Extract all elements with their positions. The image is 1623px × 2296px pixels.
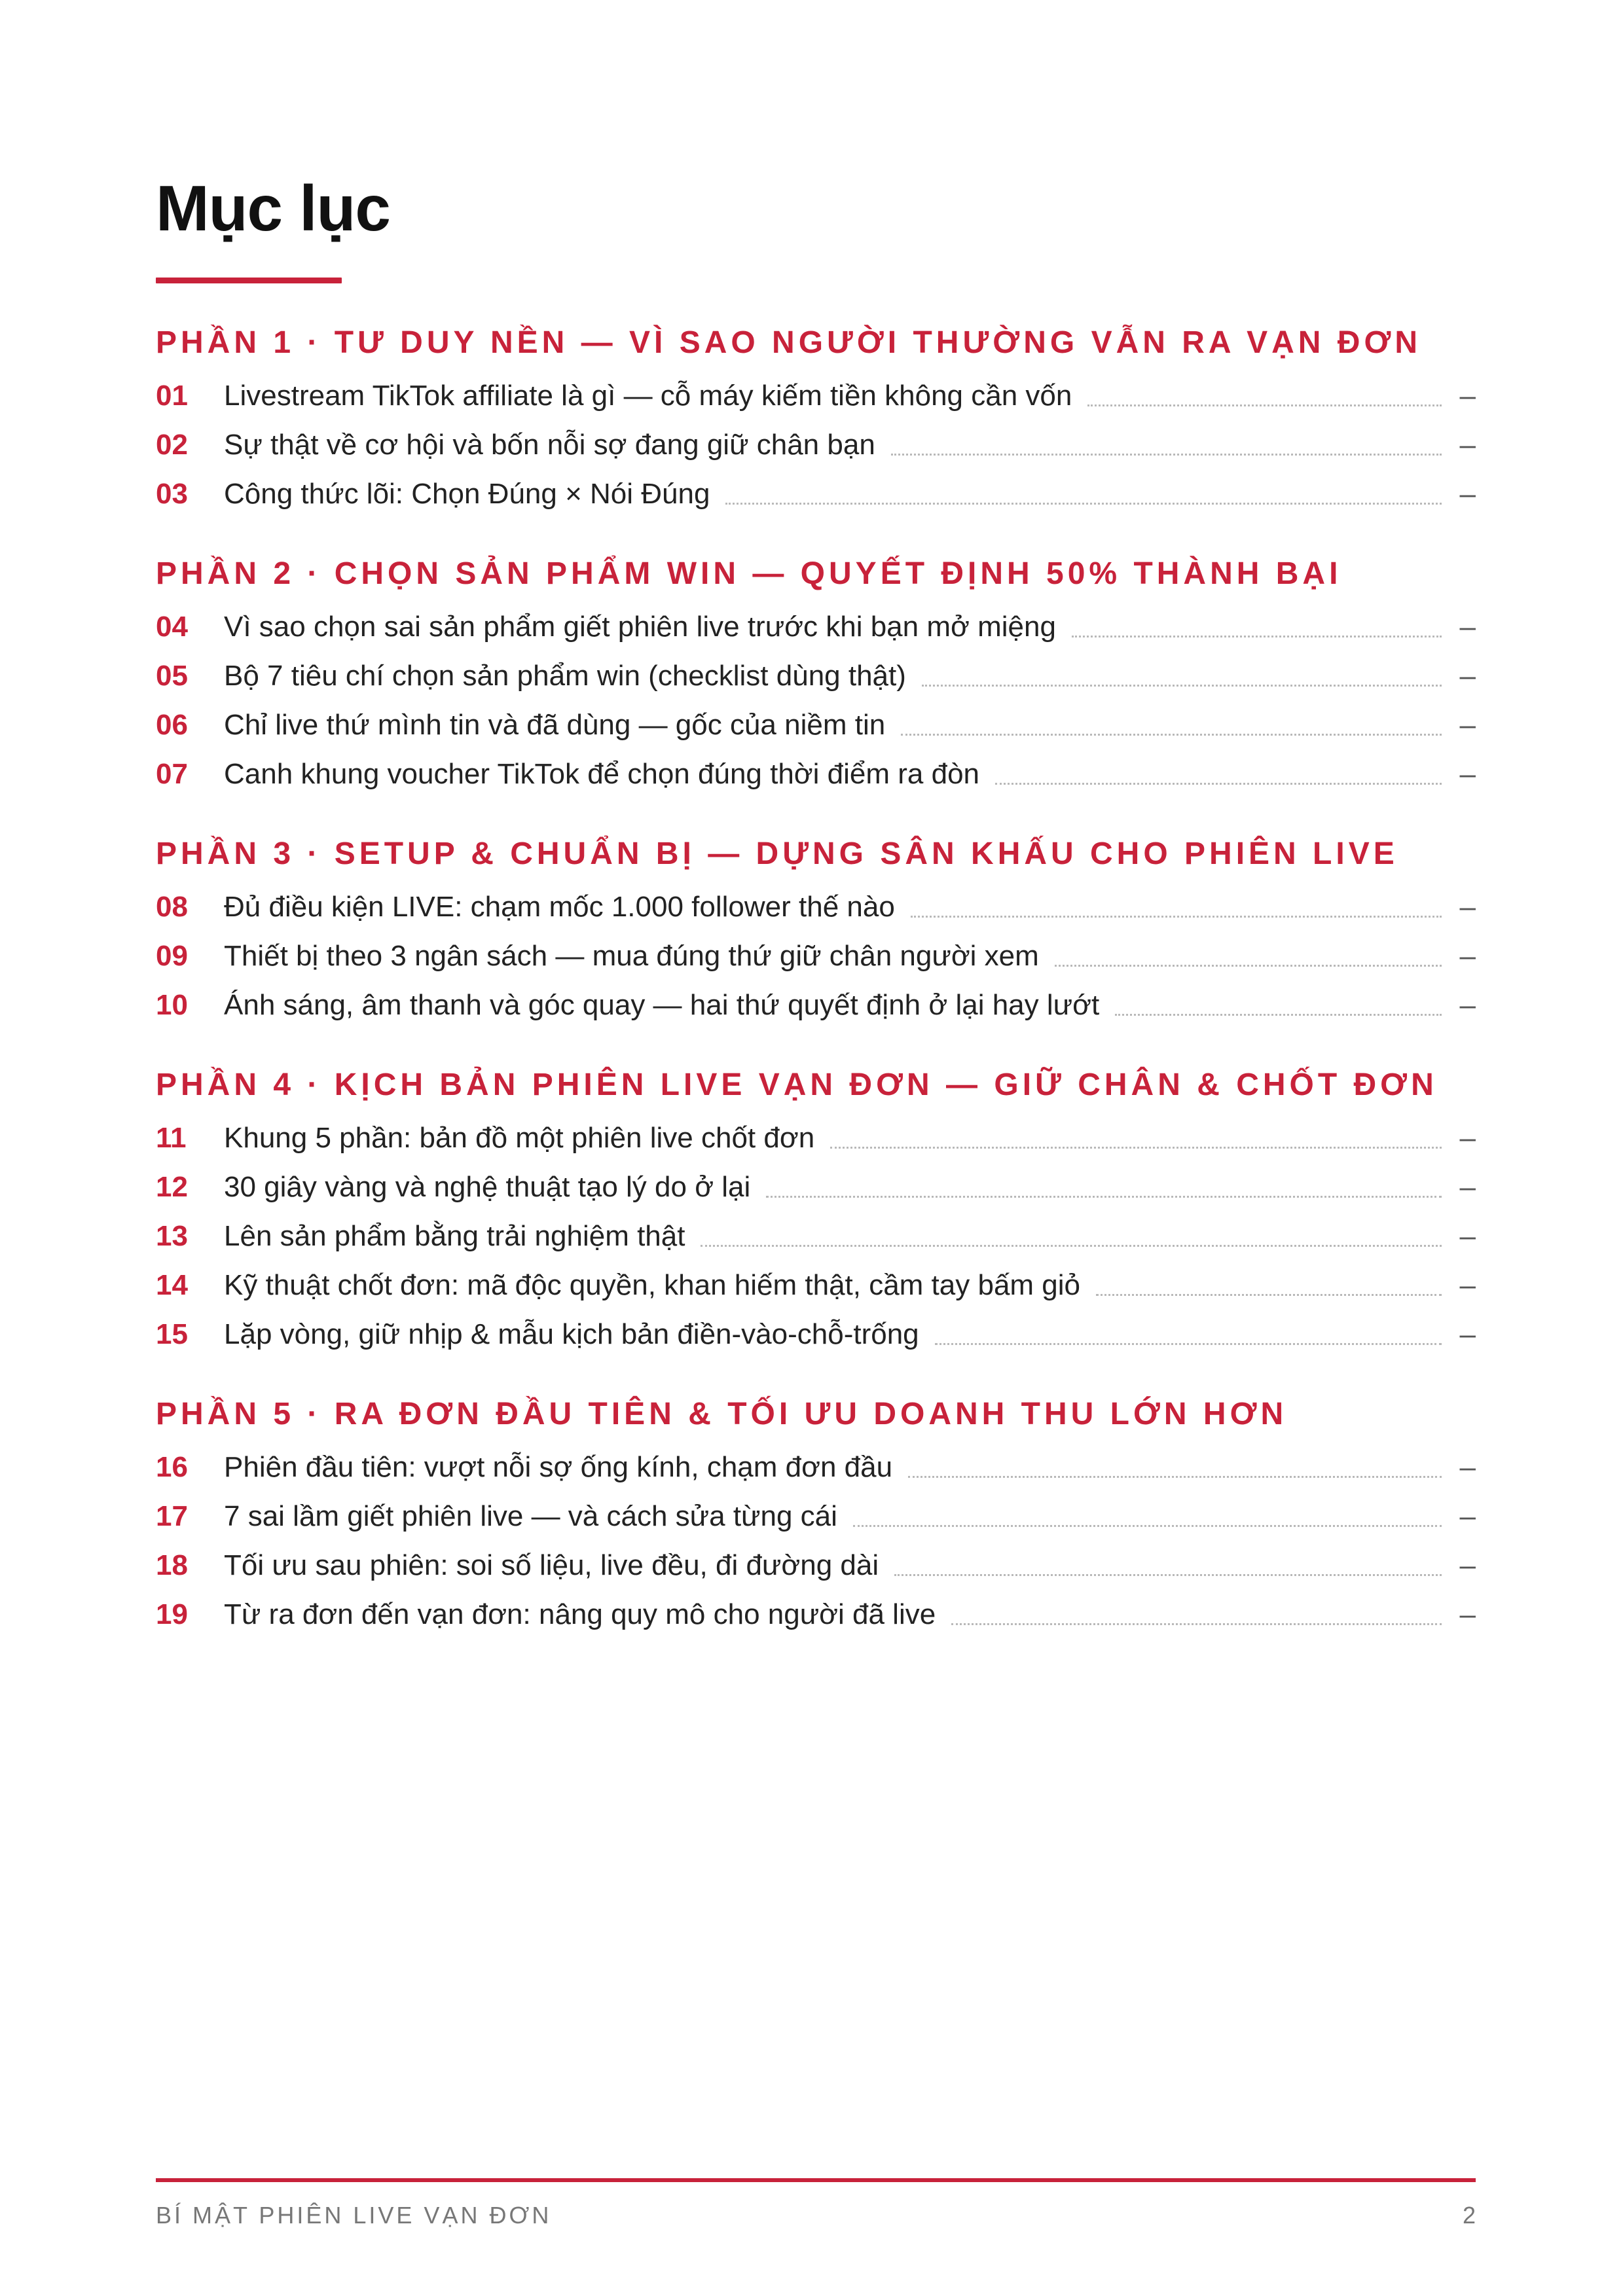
- part-heading: PHẦN 1 · TƯ DUY NỀN — VÌ SAO NGƯỜI THƯỜNG VẪN RA VẠN ĐƠN: [156, 325, 1422, 360]
- toc-entry[interactable]: [156, 700, 1476, 749]
- dot-leader: [830, 1146, 1442, 1149]
- chapter-number: 05: [156, 660, 188, 692]
- dot-leader: [935, 1342, 1442, 1345]
- chapter-number: 16: [156, 1451, 188, 1483]
- toc-part: [156, 831, 1476, 1030]
- toc-entry[interactable]: [156, 371, 1476, 420]
- toc-entry[interactable]: [156, 469, 1476, 518]
- chapter-page-number: –: [1459, 1549, 1476, 1581]
- chapter-number: 03: [156, 478, 188, 510]
- chapter-title: Công thức lõi: Chọn Đúng × Nói Đúng: [224, 478, 710, 510]
- toc-entry[interactable]: [156, 1113, 1476, 1162]
- chapter-number: 02: [156, 429, 188, 461]
- chapter-title: Thiết bị theo 3 ngân sách — mua đúng thứ giữ chân người xem: [224, 940, 1039, 972]
- chapter-page-number: –: [1459, 709, 1476, 741]
- chapter-page-number: –: [1459, 989, 1476, 1021]
- toc-entry[interactable]: [156, 602, 1476, 651]
- dot-leader: [1115, 1013, 1442, 1016]
- chapter-title: Lên sản phẩm bằng trải nghiệm thật: [224, 1220, 685, 1252]
- part-heading: PHẦN 4 · KỊCH BẢN PHIÊN LIVE VẠN ĐƠN — GIỮ CHÂN & CHỐT ĐƠN: [156, 1067, 1438, 1102]
- footer-page-number: 2: [1462, 2202, 1476, 2229]
- chapter-title: Canh khung voucher TikTok để chọn đúng thời điểm ra đòn: [224, 758, 980, 790]
- dot-leader: [894, 1573, 1442, 1576]
- title-underline: [156, 278, 342, 283]
- dot-leader: [701, 1244, 1442, 1247]
- chapter-page-number: –: [1459, 1122, 1476, 1154]
- chapter-page-number: –: [1459, 478, 1476, 510]
- toc-part: [156, 1391, 1476, 1639]
- dot-leader: [1055, 964, 1442, 967]
- toc-entry[interactable]: [156, 749, 1476, 798]
- chapter-page-number: –: [1459, 1318, 1476, 1350]
- dot-leader: [853, 1524, 1442, 1527]
- chapter-page-number: –: [1459, 611, 1476, 643]
- dot-leader: [766, 1195, 1442, 1198]
- footer-divider: [156, 2178, 1476, 2182]
- toc-parts: [156, 320, 1476, 1639]
- toc-entry[interactable]: [156, 931, 1476, 980]
- toc-part: [156, 1062, 1476, 1359]
- chapter-title: Khung 5 phần: bản đồ một phiên live chốt đơn: [224, 1122, 815, 1154]
- chapter-page-number: –: [1459, 940, 1476, 972]
- chapter-number: 08: [156, 891, 188, 923]
- part-heading: PHẦN 5 · RA ĐƠN ĐẦU TIÊN & TỐI ƯU DOANH THU LỚN HƠN: [156, 1397, 1288, 1431]
- chapter-page-number: –: [1459, 758, 1476, 790]
- dot-leader: [922, 684, 1442, 687]
- chapter-page-number: –: [1459, 660, 1476, 692]
- chapter-number: 17: [156, 1500, 188, 1532]
- part-heading: PHẦN 2 · CHỌN SẢN PHẨM WIN — QUYẾT ĐỊNH 50% THÀNH BẠI: [156, 556, 1342, 591]
- toc-part: [156, 320, 1476, 518]
- chapter-number: 19: [156, 1598, 188, 1630]
- chapter-page-number: –: [1459, 1220, 1476, 1252]
- chapter-title: Tối ưu sau phiên: soi số liệu, live đều, đi đường dài: [224, 1549, 879, 1581]
- chapter-number: 01: [156, 380, 188, 412]
- chapter-title: Phiên đầu tiên: vượt nỗi sợ ống kính, chạm đơn đầu: [224, 1451, 893, 1483]
- chapter-title: 7 sai lầm giết phiên live — và cách sửa từng cái: [224, 1500, 837, 1532]
- chapter-title: Lặp vòng, giữ nhịp & mẫu kịch bản điền-vào-chỗ-trống: [224, 1318, 919, 1350]
- chapter-title: Bộ 7 tiêu chí chọn sản phẩm win (checklist dùng thật): [224, 660, 906, 692]
- chapter-page-number: –: [1459, 429, 1476, 461]
- chapter-page-number: –: [1459, 1500, 1476, 1532]
- toc-content: [156, 164, 1476, 1672]
- page-title: Mục lục: [156, 172, 390, 244]
- toc-entry[interactable]: [156, 882, 1476, 931]
- dot-leader: [725, 502, 1442, 505]
- toc-entry[interactable]: [156, 1211, 1476, 1261]
- chapter-number: 07: [156, 758, 188, 790]
- toc-entry[interactable]: [156, 1541, 1476, 1590]
- dot-leader: [1072, 635, 1442, 637]
- chapter-title: Đủ điều kiện LIVE: chạm mốc 1.000 follower thế nào: [224, 891, 895, 923]
- toc-entry[interactable]: [156, 1492, 1476, 1541]
- chapter-title: 30 giây vàng và nghệ thuật tạo lý do ở lại: [224, 1171, 751, 1203]
- toc-entry[interactable]: [156, 1590, 1476, 1639]
- dot-leader: [901, 733, 1442, 736]
- chapter-page-number: –: [1459, 891, 1476, 923]
- chapter-page-number: –: [1459, 1171, 1476, 1203]
- toc-entry[interactable]: [156, 651, 1476, 700]
- chapter-number: 11: [156, 1122, 187, 1154]
- dot-leader: [1087, 404, 1442, 406]
- chapter-title: Vì sao chọn sai sản phẩm giết phiên live trước khi bạn mở miệng: [224, 611, 1056, 643]
- chapter-number: 14: [156, 1269, 188, 1301]
- chapter-number: 09: [156, 940, 188, 972]
- chapter-page-number: –: [1459, 1598, 1476, 1630]
- dot-leader: [1096, 1293, 1442, 1296]
- toc-entry[interactable]: [156, 1162, 1476, 1211]
- chapter-number: 04: [156, 611, 188, 643]
- part-heading: PHẦN 3 · SETUP & CHUẨN BỊ — DỰNG SÂN KHẤU CHO PHIÊN LIVE: [156, 836, 1398, 871]
- chapter-number: 12: [156, 1171, 188, 1203]
- chapter-number: 06: [156, 709, 188, 741]
- chapter-title: Livestream TikTok affiliate là gì — cỗ máy kiếm tiền không cần vốn: [224, 380, 1072, 412]
- chapter-title: Sự thật về cơ hội và bốn nỗi sợ đang giữ chân bạn: [224, 429, 875, 461]
- toc-entry[interactable]: [156, 1261, 1476, 1310]
- footer-book-title: BÍ MẬT PHIÊN LIVE VẠN ĐƠN: [156, 2202, 552, 2229]
- chapter-number: 10: [156, 989, 188, 1021]
- dot-leader: [995, 782, 1442, 785]
- toc-entry[interactable]: [156, 1310, 1476, 1359]
- chapter-title: Ánh sáng, âm thanh và góc quay — hai thứ quyết định ở lại hay lướt: [224, 989, 1100, 1021]
- chapter-page-number: –: [1459, 1269, 1476, 1301]
- chapter-title: Kỹ thuật chốt đơn: mã độc quyền, khan hiếm thật, cầm tay bấm giỏ: [224, 1269, 1081, 1301]
- chapter-number: 15: [156, 1318, 188, 1350]
- dot-leader: [908, 1475, 1442, 1478]
- dot-leader: [891, 453, 1442, 456]
- chapter-title: Chỉ live thứ mình tin và đã dùng — gốc của niềm tin: [224, 709, 886, 741]
- toc-entry[interactable]: [156, 980, 1476, 1030]
- toc-entry[interactable]: [156, 1443, 1476, 1492]
- chapter-title: Từ ra đơn đến vạn đơn: nâng quy mô cho người đã live: [224, 1598, 936, 1630]
- chapter-number: 13: [156, 1220, 188, 1252]
- dot-leader: [951, 1623, 1442, 1625]
- toc-entry[interactable]: [156, 420, 1476, 469]
- chapter-page-number: –: [1459, 1451, 1476, 1483]
- chapter-page-number: –: [1459, 380, 1476, 412]
- dot-leader: [911, 915, 1442, 918]
- toc-part: [156, 551, 1476, 798]
- chapter-number: 18: [156, 1549, 188, 1581]
